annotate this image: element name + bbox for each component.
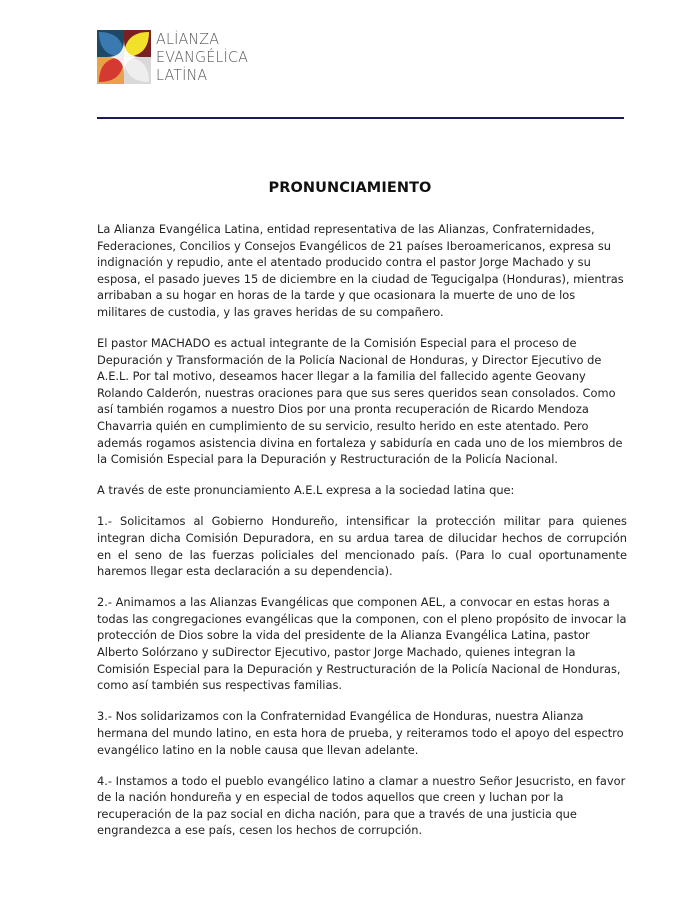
- paragraph-intro: La Alianza Evangélica Latina, entidad representativa de las Alianzas, Confraternidades, Federaciones, Concilios y Consejos Evangélicos de 21 países Iberoamericanos, expresa su indignación y repudio, ante el atentado producido contra el pastor Jorge Machado y su esposa, el pasado jueves 15 de diciembre en la ciudad de Tegucigalpa (Honduras), mientras arribaban a su hogar en horas de la tarde y que ocasionara la muerte de uno de los militares de custodia, y las graves heridas de su compañero.: [97, 222, 624, 319]
- logo-line-2: EVANGÉLİCA: [156, 48, 249, 66]
- paragraph-point-2: 2.- Animamos a las Alianzas Evangélicas que componen AEL, a convocar en estas horas a todas las congregaciones evangélicas que la componen, con el pleno propósito de invocar la protección de Dios sobre la vida del presidente de la Alianza Evangélica Latina, pastor Alberto Solórzano y suDirector Ejecutivo, pastor Jorge Machado, quienes integran la Comisión Especial para la Depuración y Restructuración de la Policía Nacional de Honduras, como así también sus respectivas familias.: [97, 595, 627, 693]
- organization-name: [156, 30, 256, 84]
- paragraph-statement-lead: A través de este pronunciamiento A.E.L expresa a la sociedad latina que:: [97, 483, 515, 498]
- organization-logo: [97, 30, 256, 84]
- paragraph-machado: El pastor MACHADO es actual integrante de la Comisión Especial para el proceso de Depuración y Transformación de la Policía Nacional de Honduras, y Director Ejecutivo de A.E.L. Por tal motivo, deseamos hacer llegar a la familia del fallecido agente Geovany Rolando Calderón, nuestras oraciones para que sus seres queridos sean consolados. Como así también rogamos a nuestro Dios por una pronta recuperación de Ricardo Mendoza Chavarria quién en cumplimiento de su servicio, resulto herido en este atentado. Pero además rogamos asistencia divina en fortaleza y sabiduría en cada uno de los miembros de la Comisión Especial para la Depuración y Restructuración de la Policía Nacional.: [97, 336, 623, 467]
- paragraph-point-3: 3.- Nos solidarizamos con la Confraternidad Evangélica de Honduras, nuestra Alianza hermana del mundo latino, en esta hora de prueba, y reiteramos todo el apoyo del espectro evangélico latino en la noble causa que llevan adelante.: [97, 709, 624, 757]
- alianza-logo-icon: [97, 30, 151, 84]
- logo-line-3: LATİNA: [156, 66, 208, 84]
- header-divider: [97, 117, 624, 119]
- paragraph-point-4: 4.- Instamos a todo el pueblo evangélico latino a clamar a nuestro Señor Jesucristo, en favor de la nación hondureña y en especial de todos aquellos que creen y luchan por la recuperación de la paz social en dicha nación, para que a través de una justicia que engrandezca a ese país, cesen los hechos de corrupción.: [97, 773, 626, 838]
- document-body: [97, 221, 627, 854]
- paragraph-point-1: 1.- Solicitamos al Gobierno Hondureño, intensificar la protección militar para quienes integran dicha Comisión Depuradora, en su ardua tarea de dilucidar hechos de corrupción en el seno de las fuerzas policiales del mencionado país. (Para lo cual oportunamente haremos llegar esta declaración a su dependencia).: [97, 514, 627, 579]
- logo-line-1: ALİANZA: [156, 30, 220, 48]
- document-title: PRONUNCIAMIENTO: [268, 180, 432, 196]
